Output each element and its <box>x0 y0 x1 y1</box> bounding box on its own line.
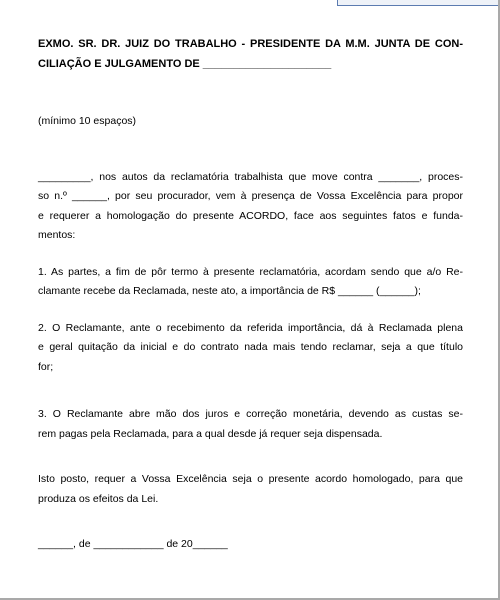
heading-line: EXMO. SR. DR. JUIZ DO TRABALHO - PRESIDENTE DA M.M. JUNTA DE CON- <box>38 38 463 50</box>
clause-3 <box>38 405 463 444</box>
date-line <box>38 535 463 555</box>
paragraph-line: so n.º ______, por seu procurador, vem à presença de Vossa Excelência para propor <box>38 190 463 202</box>
paragraph-line: Isto posto, requer a Vossa Excelência seja o presente acordo homologado, para que <box>38 473 463 485</box>
document-page <box>38 34 463 555</box>
paragraph-line: _________, nos autos da reclamatória trabalhista que move contra _______, proces- <box>38 170 463 183</box>
spacing-note <box>38 112 463 132</box>
paragraph-line: 3. O Reclamante abre mão dos juros e correção monetária, devendo as custas se- <box>38 408 463 420</box>
heading-line: CILIAÇÃO E JULGAMENTO DE _____________________ <box>38 58 332 70</box>
paragraph-line: clamante recebe da Reclamada, neste ato, a importância de R$ ______ (______); <box>38 285 421 297</box>
document-heading <box>38 34 463 74</box>
paragraph-line: 1. As partes, a fim de pôr termo à presente reclamatória, acordam sendo que a/o Re- <box>38 265 463 278</box>
paragraph-line: rem pagas pela Reclamada, para a qual desde já requer seja dispensada. <box>38 427 383 440</box>
clause-2 <box>38 319 463 378</box>
spacing-note-text: (mínimo 10 espaços) <box>38 115 137 127</box>
clause-1 <box>38 263 463 302</box>
paragraph-line: e geral quitação da inicial e do contrato nada mais tendo reclamar, seja a que título <box>38 341 463 353</box>
paragraph-line: e requerer a homologação do presente ACORDO, face aos seguintes fatos e funda- <box>38 209 463 222</box>
viewer-tab <box>337 0 498 6</box>
closing-paragraph <box>38 470 463 509</box>
paragraph-line: produza os efeitos da Lei. <box>38 492 159 505</box>
paragraph-line: for; <box>38 360 54 373</box>
paragraph-line: mentos: <box>38 229 76 241</box>
paragraph-line: 2. O Reclamante, ante o recebimento da referida importância, dá à Reclamada plena <box>38 321 463 334</box>
date-line-text: ______, de ____________ de 20______ <box>38 538 228 550</box>
intro-paragraph <box>38 168 463 246</box>
